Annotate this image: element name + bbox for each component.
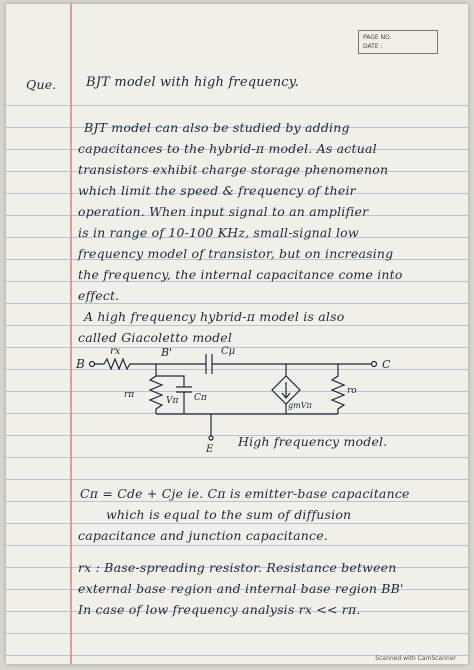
rx-resistor (94, 359, 156, 369)
note-line: external base region and internal base region BB' (78, 581, 404, 596)
label-e: E (206, 444, 214, 455)
page-no-label: PAGE NO. (363, 34, 392, 41)
label-c: C (382, 358, 391, 371)
note-line: In case of low frequency analysis rx << rπ. (78, 602, 361, 617)
cu-capacitor (206, 354, 212, 374)
note-line: Cπ = Cde + Cje ie. Cπ is emitter-base capacitance (80, 486, 410, 501)
r-pi-resistor (150, 364, 162, 414)
heading-title: BJT model with high frequency. (86, 75, 299, 90)
label-cu: Cμ (221, 346, 236, 357)
body-line: transistors exhibit charge storage phenomenon (78, 162, 389, 177)
scanner-footer: Scanned with CamScanner (375, 655, 456, 662)
body-line: BJT model can also be studied by adding (84, 120, 350, 135)
body-line: called Giacoletto model (78, 330, 233, 345)
question-tag: Que. (26, 77, 57, 92)
label-gm-v-pi: gmVπ (288, 401, 312, 410)
body-line: frequency model of transistor, but on increasing (78, 246, 394, 261)
notebook-page (6, 4, 468, 664)
label-v-pi: Vπ (166, 396, 179, 406)
circuit-caption: High frequency model. (238, 434, 388, 449)
body-line: capacitances to the hybrid-π model. As actual (78, 141, 377, 156)
body-line: the frequency, the internal capacitance come into (78, 267, 403, 282)
label-b-prime: B' (161, 346, 173, 359)
note-line: which is equal to the sum of diffusion (106, 507, 352, 522)
collector-terminal (372, 362, 377, 367)
label-rx: rx (110, 346, 121, 357)
base-terminal (90, 362, 95, 367)
current-arrow-icon (282, 382, 290, 398)
label-r-pi: rπ (124, 390, 135, 400)
label-ro: ro (347, 386, 357, 396)
ro-resistor (332, 364, 344, 414)
body-line: which limit the speed & frequency of their (78, 183, 356, 198)
date-label: DATE : (363, 43, 383, 50)
note-line: capacitance and junction capacitance. (78, 528, 329, 543)
label-b: B (76, 357, 85, 371)
body-line: is in range of 10-100 KHz, small-signal low (78, 225, 359, 240)
body-line: operation. When input signal to an amplifier (78, 204, 369, 219)
note-line: rx : Base-spreading resistor. Resistance between (78, 560, 397, 575)
emitter-terminal (209, 436, 213, 440)
body-line: effect. (78, 288, 120, 303)
label-c-pi: Cπ (194, 393, 207, 403)
body-line: A high frequency hybrid-π model is also (84, 309, 345, 324)
